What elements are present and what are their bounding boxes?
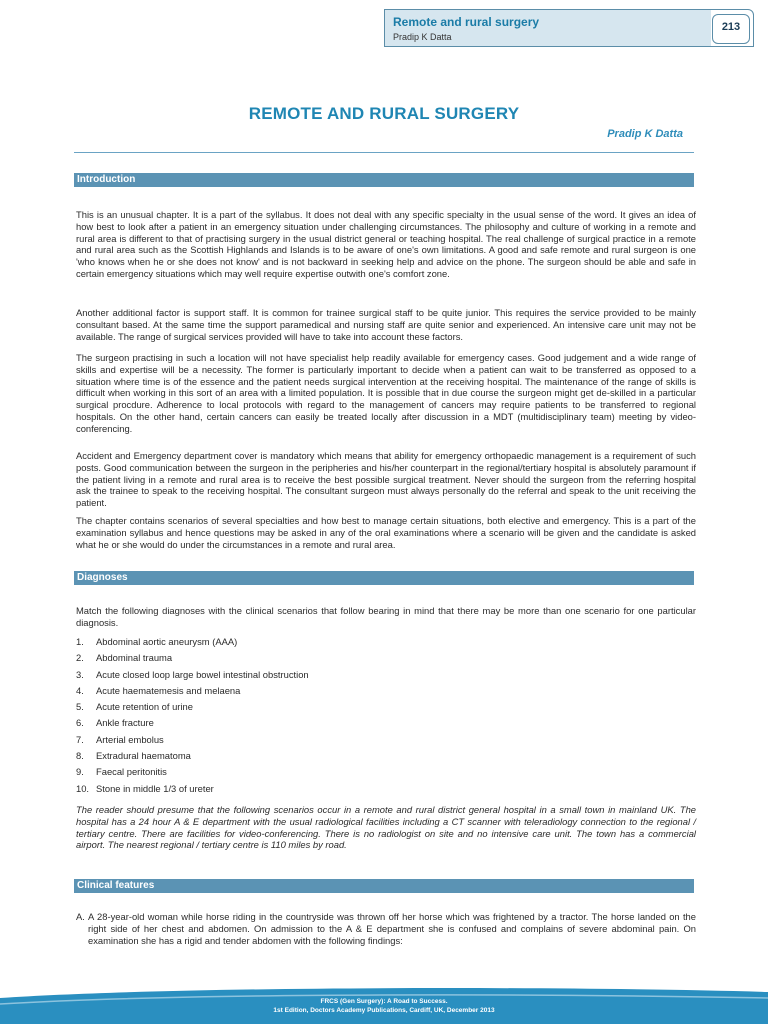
page-number: 213 (721, 21, 741, 33)
footer-line-2: 1st Edition, Doctors Academy Publications, Cardiff, UK, December 2013 (273, 1007, 495, 1014)
section-diagnoses: Diagnoses (74, 571, 694, 585)
case-a (76, 911, 696, 946)
list-item: 7. Arterial embolus (76, 733, 164, 745)
diagnoses-list (76, 634, 696, 797)
intro-paragraph-3: The surgeon practising in such a location will not have specialist help readily available for emergency cases. Good judgement and a wide range of skills and expertise will be a necessity. The former is particularly important to decide when a patient can wait to be transferred as opposed to a situation where time is of the essence and the patient needs surgical intervention at the receiving hospital. The maintenance of the range of skills is difficult when working in this sort of an area with a limited population. It is possible that in due course the surgeon might get de-skilled in a particular surgical procdure. Adherence to local protocols with regard to the management of cancers may require patients to be transferred to regional hospitals. On the other hand, certain cancers can easily be treated locally after discussion in a MDT (multidisciplinary team) meeting by video-conferencing. (76, 352, 696, 434)
intro-paragraph-2: Another additional factor is support staff. It is common for trainee surgical staff to be quite junior. This requires the service provided to be mainly consultant based. At the same time the support paramedical and nursing staff are quite senior and experienced. An intensive care unit may not be available. The range of surgical services provided will have to take into account these factors. (76, 307, 696, 342)
section-introduction: Introduction (74, 173, 694, 187)
page-number-badge (712, 14, 750, 44)
intro-paragraph-5: The chapter contains scenarios of several specialties and how best to manage certain situations, both elective and emergency. This is a part of the examination syllabus and hence questions may be asked in any of the oral examinations where a scenario will be given and the candidate is asked what he or she would do under the circumstances in a remote and rural area. (76, 515, 696, 550)
header-chapter-title: Remote and rural surgery (393, 15, 540, 29)
footer-line-1: FRCS (Gen Surgery): A Road to Success. (320, 998, 448, 1005)
case-a-text: A 28-year-old woman while horse riding in the countryside was thrown off her horse which was frightened by a tractor. The horse landed on the right side of her chest and abdomen. On admission to the A & E department she is confused and complains of severe abdominal pain. On examination she has a rigid and tender abdomen with the following findings: (88, 911, 696, 946)
list-item: 10. Stone in middle 1/3 of ureter (76, 782, 214, 794)
header-author: Pradip K Datta (393, 32, 452, 42)
list-item: 6. Ankle fracture (76, 717, 154, 729)
list-item: 5. Acute retention of urine (76, 701, 193, 713)
list-item: 1. Abdominal aortic aneurysm (AAA) (76, 636, 238, 647)
reader-note: The reader should presume that the following scenarios occur in a remote and rural district general hospital in a small town in mainland UK. The hospital has a 24 hour A & E department with the usual radiological facilities including a CT scanner with teleradiology connection to the regional / tertiary centre. There are facilities for video-conferencing. There is no radiologist on site and no intensive care unit. The town has a commercial airport. The nearest regional / tertiary centre is 110 miles by road. (76, 804, 696, 851)
case-a-letter: A. (76, 911, 85, 922)
title-rule (74, 152, 694, 153)
page-title: REMOTE AND RURAL SURGERY (248, 104, 520, 123)
footer-wave (0, 986, 768, 1024)
list-item: 4. Acute haematemesis and melaena (76, 684, 241, 696)
byline: Pradip K Datta (607, 128, 683, 140)
section-clinical-features: Clinical features (74, 879, 694, 893)
intro-paragraph-1: This is an unusual chapter. It is a part of the syllabus. It does not deal with any specific specialty in the usual sense of the word. It gives an idea of how best to look after a patient in an emergency situation under challenging circumstances. The philosophy and culture of working in a remote and rural area is different to that of practising surgery in the usual district general or teaching hospital. The real challenge of surgical practice in a remote and rural area such as the Scottish Highlands and Islands is to be aware of one's own limitations. A good and safe remote and rural surgeon is one 'who knows when he or she does not know' and is not backward in seeking help and advice on the phone. The surgeon should be able and safe in certain emergency situations which may well require expertise outwith one's comfort zone. (76, 209, 696, 279)
list-item: 2. Abdominal trauma (76, 652, 173, 664)
diagnoses-intro: Match the following diagnoses with the clinical scenarios that follow bearing in mind that there may be more than one scenario for one particular diagnosis. (76, 605, 696, 628)
list-item: 3. Acute closed loop large bowel intestinal obstruction (76, 668, 309, 680)
list-item: 9. Faecal peritonitis (76, 766, 167, 778)
list-item: 8. Extradural haematoma (76, 750, 191, 762)
running-header (384, 9, 754, 47)
intro-paragraph-4: Accident and Emergency department cover is mandatory which means that ability for emergency orthopaedic management is a requirement of such posts. Good communication between the surgeon in the peripheries and his/her counterpart in the regional/tertiary hospital is absolutely paramount if the patient living in a remote and rural area is to receive the best possible surgical treatment. Never should the surgeon from the referring hospital ask the trainee to speak to the receiving hospital. The consultant surgeon must always personally do the referral and speak to the unit receiving the patient. (76, 450, 696, 509)
